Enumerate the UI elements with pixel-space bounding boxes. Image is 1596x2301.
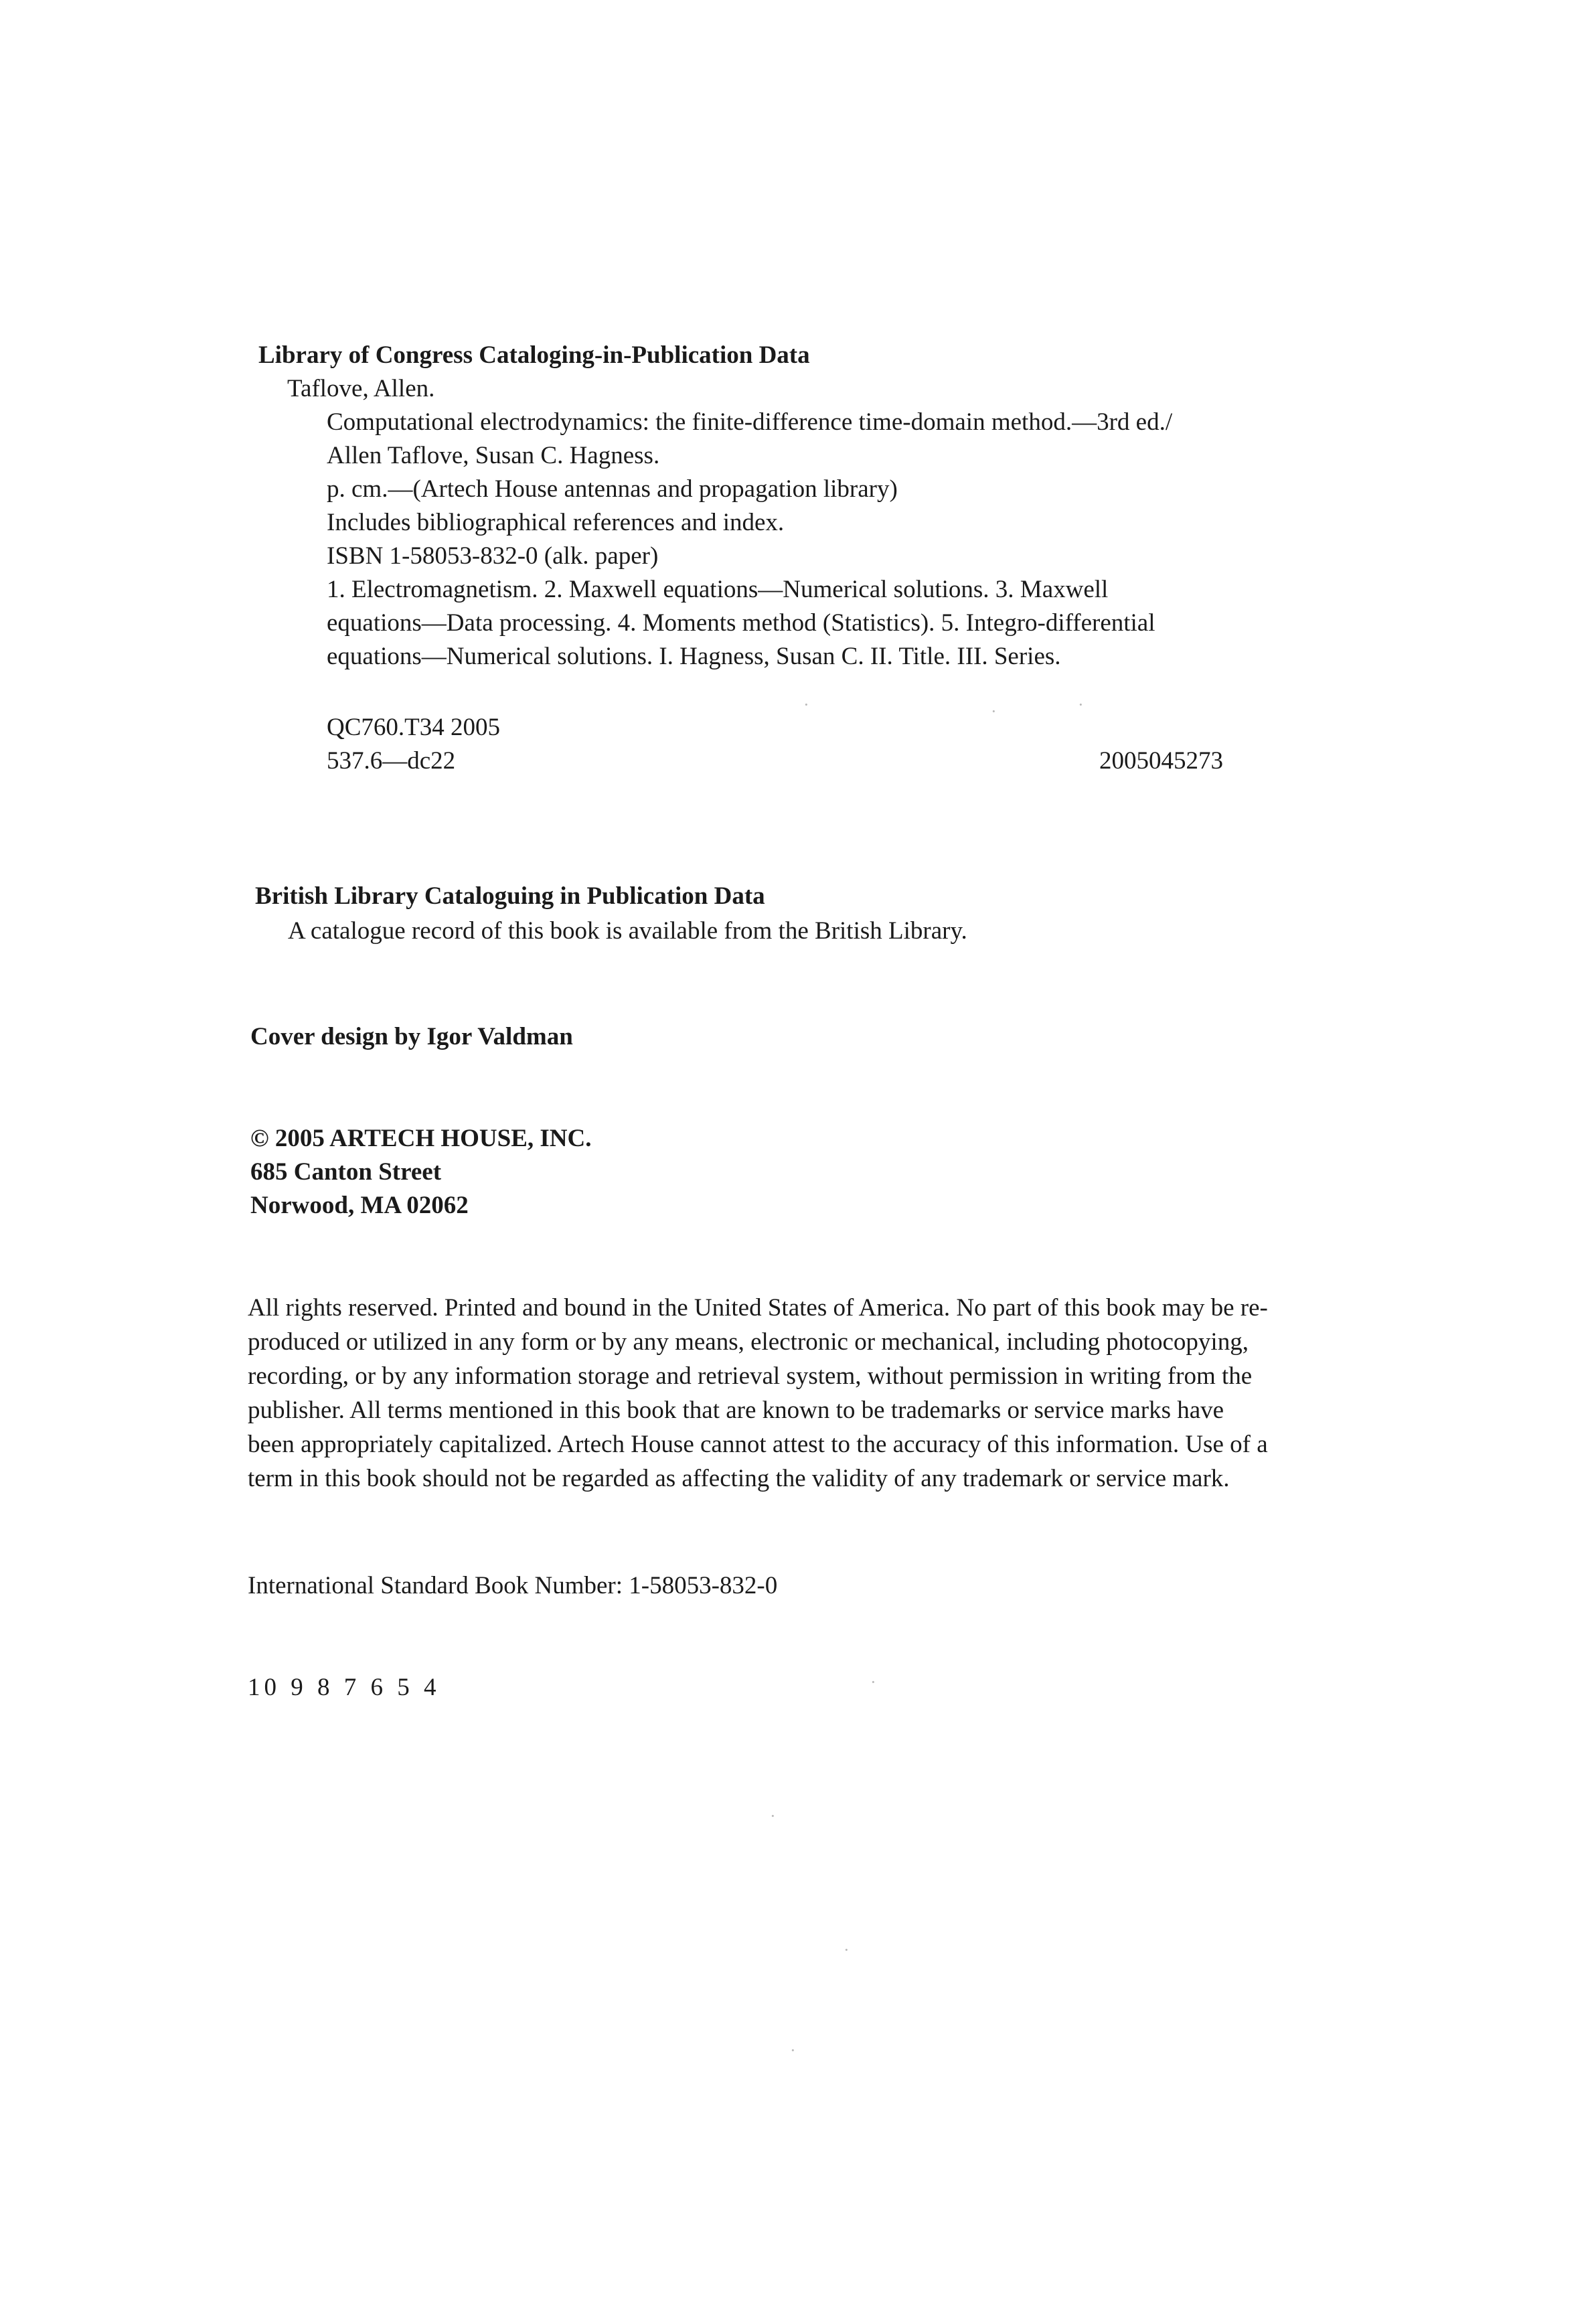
rights-line-5: been appropriately capitalized. Artech House cannot attest to the accuracy of this information. Use of a — [248, 1431, 1268, 1458]
cip-title-line-1: Computational electrodynamics: the finite-difference time-domain method.—3rd ed./ — [327, 408, 1173, 436]
scan-speck: · — [991, 702, 997, 721]
scan-speck: · — [1078, 695, 1084, 714]
publisher-city: Norwood, MA 02062 — [250, 1192, 469, 1219]
scan-speck: · — [803, 695, 809, 714]
cip-lccn: 2005045273 — [1099, 747, 1223, 775]
cip-isbn: ISBN 1-58053-832-0 (alk. paper) — [327, 542, 659, 570]
british-library-note: A catalogue record of this book is available from the British Library. — [288, 917, 967, 945]
lc-cip-heading: Library of Congress Cataloging-in-Publication Data — [258, 341, 810, 369]
cip-title-line-2: Allen Taflove, Susan C. Hagness. — [327, 442, 660, 469]
cip-subject-line-3: equations—Numerical solutions. I. Hagness, Susan C. II. Title. III. Series. — [327, 643, 1061, 670]
cip-subject-line-1: 1. Electromagnetism. 2. Maxwell equations—Numerical solutions. 3. Maxwell — [327, 576, 1109, 603]
scan-speck: · — [790, 2041, 796, 2060]
cip-author: Taflove, Allen. — [287, 375, 435, 402]
cover-credit: Cover design by Igor Valdman — [250, 1023, 573, 1050]
publisher-street: 685 Canton Street — [250, 1158, 442, 1186]
cip-series: p. cm.—(Artech House antennas and propagation library) — [327, 475, 898, 503]
cip-dewey: 537.6—dc22 — [327, 747, 456, 775]
cip-lc-class: QC760.T34 2005 — [327, 714, 500, 741]
scan-speck: · — [870, 1672, 876, 1692]
rights-line-6: term in this book should not be regarded as affecting the validity of any trademark or service mark. — [248, 1465, 1230, 1492]
isbn-statement: International Standard Book Number: 1-58053-832-0 — [248, 1572, 778, 1599]
scan-speck: · — [844, 1940, 850, 1960]
scan-speck: · — [770, 1806, 776, 1826]
cip-notes: Includes bibliographical references and index. — [327, 509, 785, 536]
rights-line-1: All rights reserved. Printed and bound in the United States of America. No part of this book may be re- — [248, 1294, 1268, 1322]
british-library-heading: British Library Cataloguing in Publication Data — [255, 882, 765, 910]
rights-line-4: publisher. All terms mentioned in this book that are known to be trademarks or service marks have — [248, 1397, 1224, 1424]
cip-subject-line-2: equations—Data processing. 4. Moments method (Statistics). 5. Integro-differential — [327, 609, 1155, 637]
rights-line-2: produced or utilized in any form or by any means, electronic or mechanical, including photocopying, — [248, 1328, 1249, 1356]
copyright-line: © 2005 ARTECH HOUSE, INC. — [250, 1125, 592, 1152]
printing-line: 10 9 8 7 6 5 4 — [248, 1674, 441, 1701]
rights-line-3: recording, or by any information storage and retrieval system, without permission in writing from the — [248, 1362, 1253, 1390]
